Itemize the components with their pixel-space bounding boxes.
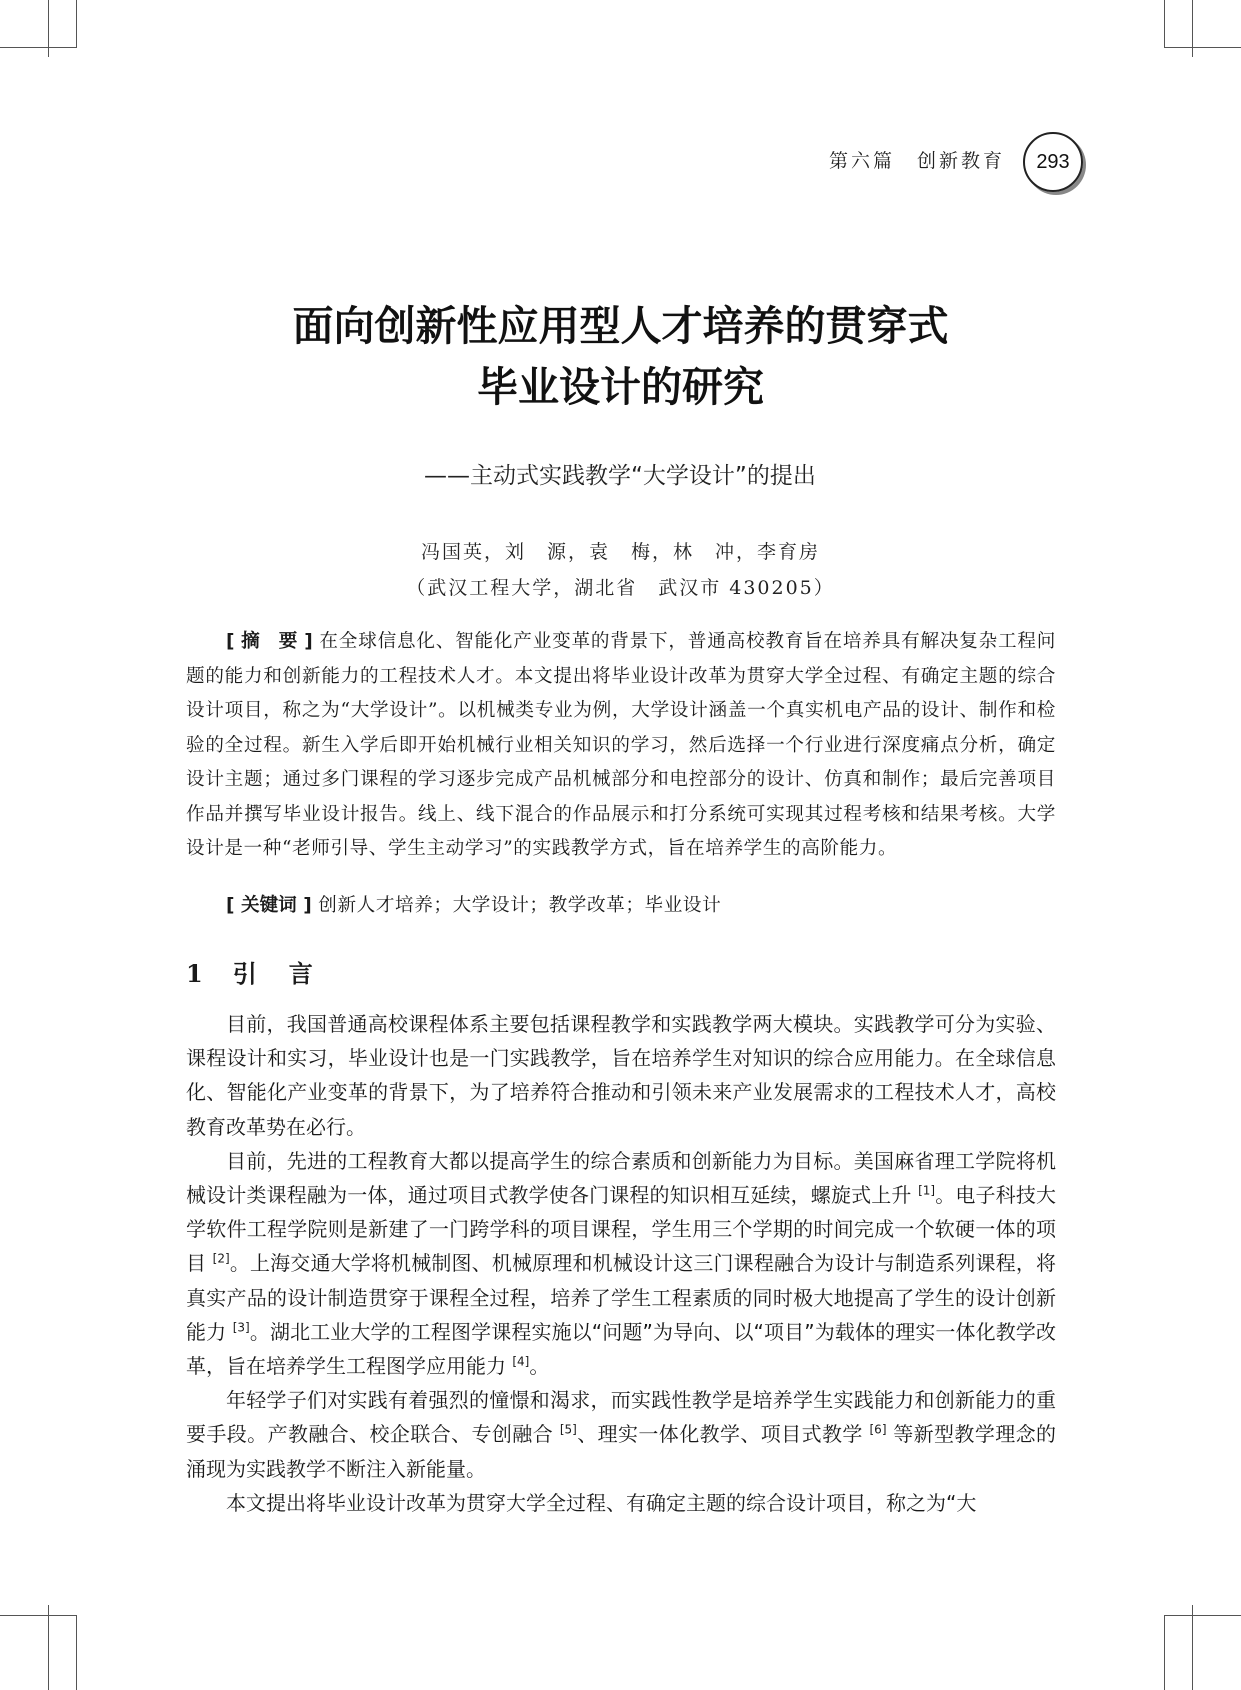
section-heading xyxy=(186,954,317,989)
body-paragraph-3 xyxy=(186,1383,1056,1486)
paper-title xyxy=(0,296,1241,418)
crop-mark xyxy=(0,1615,77,1616)
page-number-badge xyxy=(1023,132,1083,192)
citation-ref[interactable]: [3] xyxy=(232,1320,250,1335)
crop-mark xyxy=(1164,1615,1165,1690)
section-number: 1 xyxy=(186,959,207,988)
body-paragraph-4: 本文提出将毕业设计改革为贯穿大学全过程、有确定主题的综合设计项目，称之为“大 xyxy=(226,1490,977,1515)
crop-mark xyxy=(0,47,77,48)
text-run: 目前，先进的工程教育大都以提高学生的综合素质和创新能力为目标。美国麻省理工学院将机械设计类课程融为一体，通过项目式教学使各门课程的知识相互延续，螺旋式上升 xyxy=(186,1148,1056,1208)
running-header: 第六篇 创新教育 xyxy=(828,150,1005,172)
text-run: 。上海交通大学将机械制图、机械原理和机械设计这三门课程融合为设计与制造系列课程，将真实产品的设计制造贯穿于课程全过程，培养了学生工程素质的同时极大地提高了学生的设计创新能力 xyxy=(186,1251,1057,1344)
crop-mark xyxy=(1164,47,1241,48)
authors: 冯国英，刘 源，袁 梅，林 冲，李育房 xyxy=(420,541,820,563)
page-number: 293 xyxy=(1036,150,1070,173)
crop-mark xyxy=(1192,0,1193,57)
crop-mark xyxy=(48,0,49,57)
text-run: 、理实一体化教学、项目式教学 xyxy=(576,1422,870,1447)
crop-mark xyxy=(76,0,77,48)
section-title: 引 言 xyxy=(232,959,317,988)
text-run: 。湖北工业大学的工程图学课程实施以“问题”为导向、以“项目”为载体的理实一体化教学改革，旨在培养学生工程图学应用能力 xyxy=(186,1319,1057,1379)
keywords-label: [ 关键词 ] xyxy=(226,895,312,916)
body-text xyxy=(186,1007,1056,1520)
crop-mark xyxy=(48,1605,49,1690)
affiliation: （武汉工程大学，湖北省 武汉市 430205） xyxy=(406,577,835,599)
body-paragraph-2 xyxy=(186,1144,1056,1383)
citation-ref[interactable]: [1] xyxy=(918,1183,936,1198)
text-run: 。 xyxy=(529,1354,550,1379)
abstract-label: [ 摘 要 ] xyxy=(226,631,313,652)
crop-mark xyxy=(1164,0,1165,48)
crop-mark xyxy=(1164,1615,1241,1616)
text-run: 年轻学子们对实践有着强烈的憧憬和渴求，而实践性教学是培养学生实践能力和创新能力的重要手段。产教融合、校企联合、专创融合 xyxy=(186,1388,1056,1447)
text-run: 。电子科技大学软件工程学院则是新建了一门跨学科的项目课程，学生用三个学期的时间完成一个软硬一体的项目 xyxy=(186,1183,1057,1276)
abstract xyxy=(186,625,1056,867)
text-run: 等新型教学理念的涌现为实践教学不断注入新能量。 xyxy=(186,1422,1057,1481)
citation-ref[interactable]: [2] xyxy=(212,1251,230,1266)
crop-mark xyxy=(76,1615,77,1690)
paper-subtitle: ——主动式实践教学“大学设计”的提出 xyxy=(424,463,816,489)
citation-ref[interactable]: [6] xyxy=(869,1422,887,1437)
keywords-text: 创新人才培养；大学设计；教学改革；毕业设计 xyxy=(318,895,722,916)
paper-title-line-1: 面向创新性应用型人才培养的贯穿式 xyxy=(292,302,949,350)
crop-mark xyxy=(1192,1605,1193,1690)
body-paragraph-1: 目前，我国普通高校课程体系主要包括课程教学和实践教学两大模块。实践教学可分为实验、课程设计和实习，毕业设计也是一门实践教学，旨在培养学生对知识的综合应用能力。在全球信息化、智能化产业变革的背景下，为了培养符合推动和引领未来产业发展需求的工程技术人才，高校教育改革势在必行。 xyxy=(186,1012,1056,1139)
citation-ref[interactable]: [5] xyxy=(559,1422,577,1437)
keywords xyxy=(226,891,721,917)
citation-ref[interactable]: [4] xyxy=(512,1354,530,1369)
paper-title-line-2: 毕业设计的研究 xyxy=(477,363,764,411)
abstract-text: 在全球信息化、智能化产业变革的背景下，普通高校教育旨在培养具有解决复杂工程问题的能力和创新能力的工程技术人才。本文提出将毕业设计改革为贯穿大学全过程、有确定主题的综合设计项目，称之为“大学设计”。以机械类专业为例，大学设计涵盖一个真实机电产品的设计、制作和检验的全过程。新生入学后即开始机械行业相关知识的学习，然后选择一个行业进行深度痛点分析，确定设计主题；通过多门课程的学习逐步完成产品机械部分和电控部分的设计、仿真和制作；最后完善项目作品并撰写毕业设计报告。线上、线下混合的作品展示和打分系统可实现其过程考核和结果考核。大学设计是一种“老师引导、学生主动学习”的实践教学方式，旨在培养学生的高阶能力。 xyxy=(186,631,1056,859)
